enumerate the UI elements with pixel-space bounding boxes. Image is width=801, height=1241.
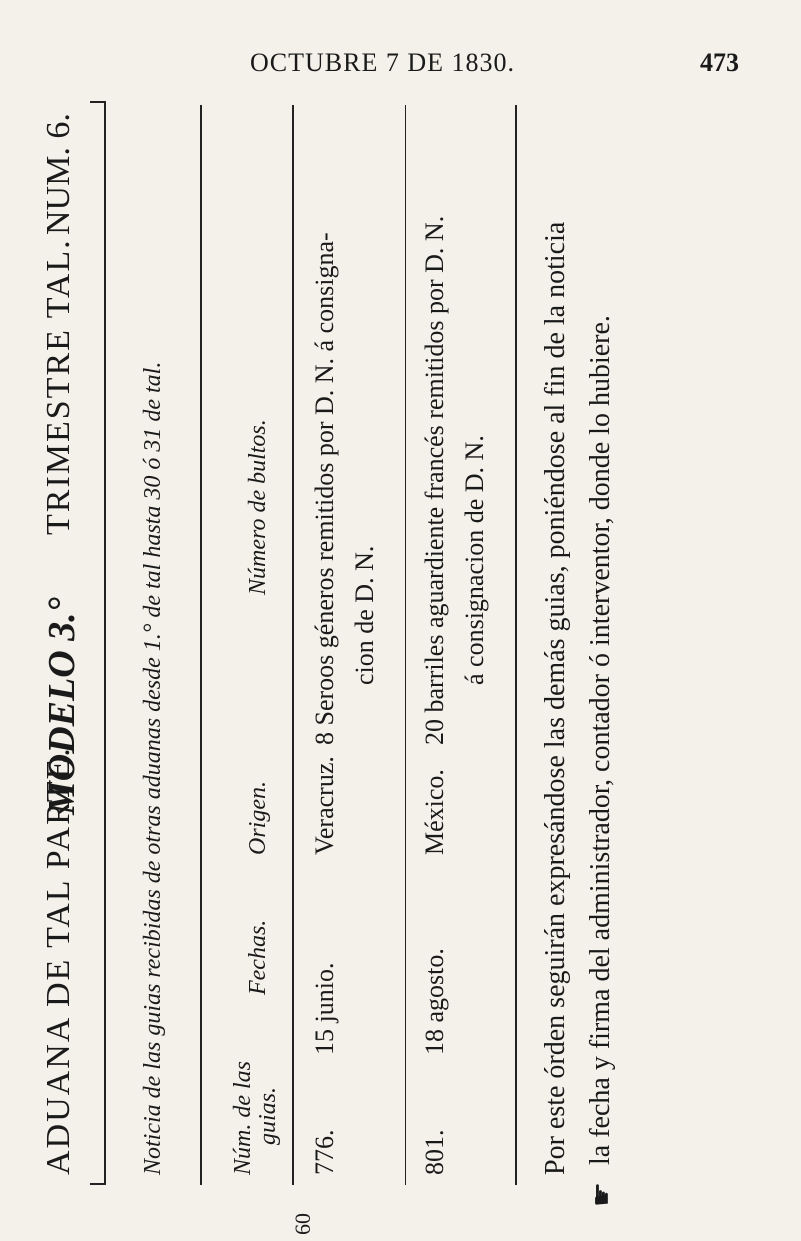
form-numero: NUM. 6. xyxy=(40,113,77,235)
table-header-rule xyxy=(292,105,294,1185)
table-cell-num: 801. xyxy=(420,1129,449,1175)
form-modelo-title: MODELO 3.° xyxy=(41,597,83,815)
running-head xyxy=(0,40,801,80)
table-cell-origen: Veracruz. xyxy=(310,756,339,855)
table-cell-bultos-line2: á consignacion de D. N. xyxy=(460,435,489,685)
table-cell-num: 776. xyxy=(310,1129,339,1175)
table-cell-fecha: 15 junio. xyxy=(310,962,339,1055)
footnote-line-2: la fecha y firma del administrador, contador ó interventor, donde lo hubiere. xyxy=(585,315,616,1165)
form-aduana-title: ADUANA DE TAL PARTE. xyxy=(40,746,77,1175)
column-header-num-line2: guias. xyxy=(255,1086,281,1145)
table-cell-bultos-line2: cion de D. N. xyxy=(350,545,379,685)
table-cell-fecha: 18 agosto. xyxy=(420,948,449,1055)
column-header-bultos: Número de bultos. xyxy=(245,419,271,595)
column-header-num-line1: Núm. de las xyxy=(230,1061,256,1175)
pointing-hand-icon: ☛ xyxy=(587,1181,618,1207)
table-row-rule xyxy=(405,105,406,1185)
column-header-fechas: Fechas. xyxy=(245,919,271,995)
column-header-origen: Origen. xyxy=(245,781,271,855)
footnote-line-1: Por este órden seguirán expresándose las demás guias, poniéndose al fin de la noticia xyxy=(540,221,571,1175)
running-head-date: OCTUBRE 7 DE 1830. xyxy=(250,48,515,77)
table-top-rule xyxy=(200,105,202,1185)
table-bottom-rule xyxy=(515,105,517,1185)
page-number: 473 xyxy=(700,48,739,77)
sheet-number: 60 xyxy=(290,1213,315,1235)
table-cell-origen: México. xyxy=(420,769,449,855)
table-cell-bultos-line1: 8 Seroos géneros remitidos por D. N. á consigna- xyxy=(310,232,339,745)
form-trimestre-title: TRIMESTRE TAL. xyxy=(40,238,77,535)
rotated-form xyxy=(20,95,790,1235)
noticia-heading: Noticia de las guias recibidas de otras aduanas desde 1.° de tal hasta 30 ó 31 de tal. xyxy=(140,361,166,1175)
header-brace xyxy=(90,101,106,1185)
table-cell-bultos-line1: 20 barriles aguardiente francés remitidos por D. N. xyxy=(420,215,449,745)
